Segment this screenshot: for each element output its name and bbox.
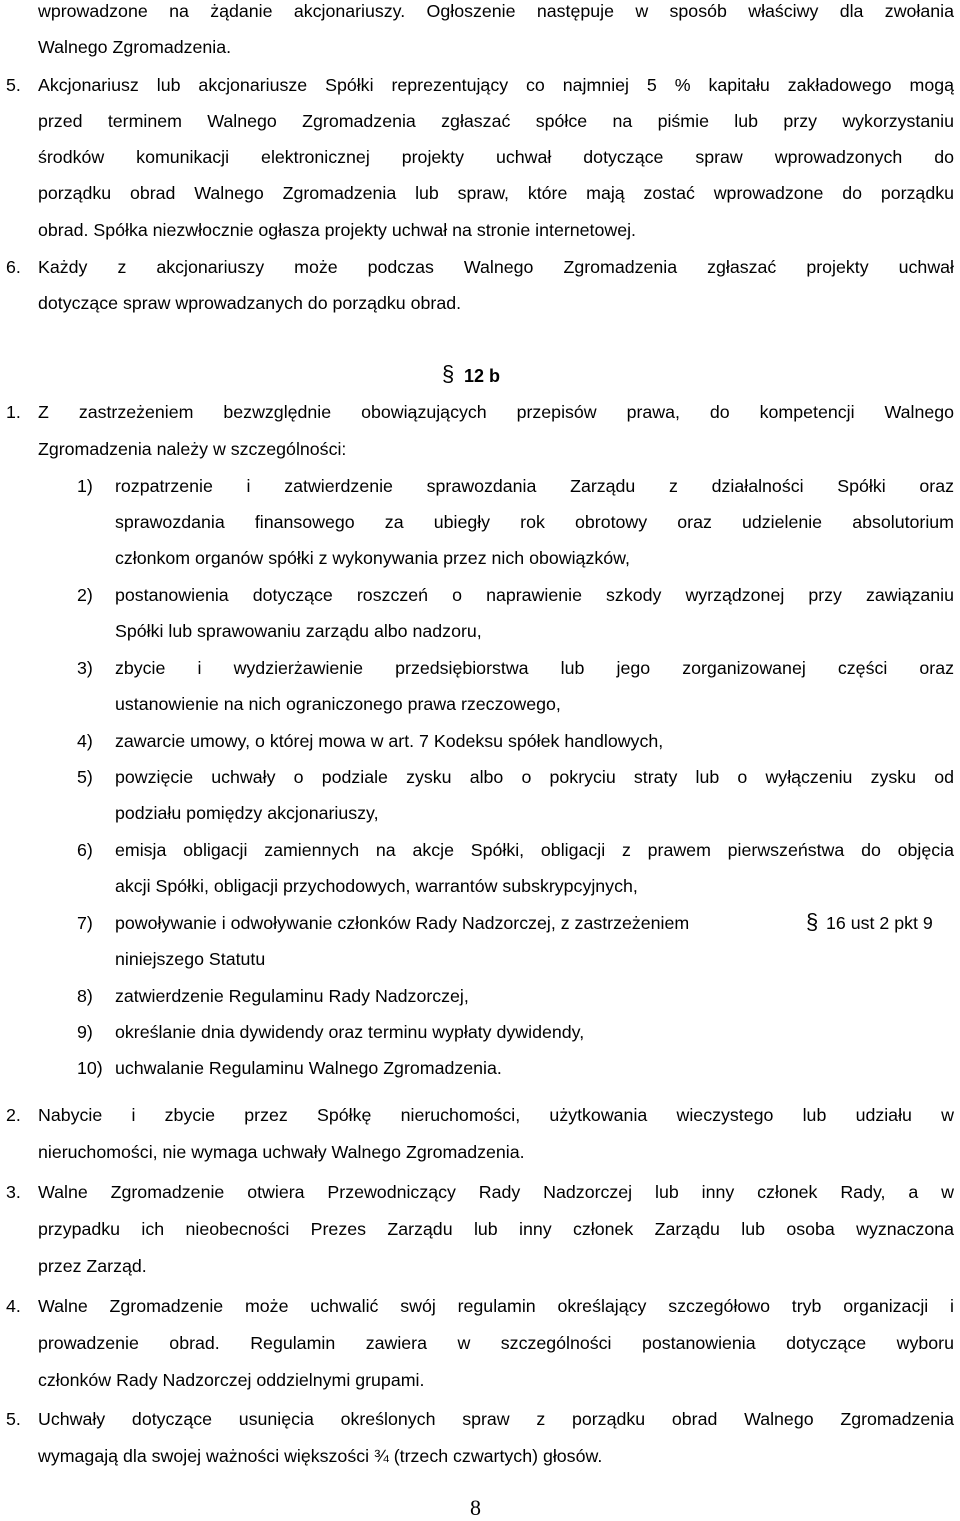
- paragraph-number: 1.: [6, 402, 21, 422]
- list-item-line: zatwierdzenie Regulaminu Rady Nadzorczej,: [115, 986, 469, 1006]
- text-line: Zgromadzenia należy w szczególności:: [38, 439, 347, 459]
- list-item-line: sprawozdania finansowego za ubiegły rok obrotowy oraz udzielenie absolutorium: [115, 512, 954, 532]
- text-line: przypadku ich nieobecności Prezes Zarządu lub inny członek Zarządu lub osoba wyznaczona: [38, 1219, 954, 1239]
- list-item-number: 8): [77, 986, 93, 1006]
- list-item-line: niniejszego Statutu: [115, 949, 266, 969]
- text-line: Walne Zgromadzenie może uchwalić swój regulamin określający szczegółowo tryb organizacji i: [38, 1296, 954, 1316]
- text-line: Nabycie i zbycie przez Spółkę nieruchomości, użytkowania wieczystego lub udziału w: [38, 1105, 954, 1125]
- list-item-line: członkom organów spółki z wykonywania przez nich obowiązków,: [115, 548, 630, 568]
- list-item-number: 2): [77, 585, 93, 605]
- text-line: Akcjonariusz lub akcjonariusze Spółki reprezentujący co najmniej 5 % kapitału zakładowego mogą: [38, 75, 954, 95]
- list-item-number: 9): [77, 1022, 93, 1042]
- text-line: Każdy z akcjonariuszy może podczas Walnego Zgromadzenia zgłaszać projekty uchwał: [38, 257, 954, 277]
- text-line: środków komunikacji elektronicznej projekty uchwał dotyczące spraw wprowadzonych do: [38, 147, 954, 167]
- list-item-line: uchwalanie Regulaminu Walnego Zgromadzenia.: [115, 1058, 502, 1078]
- text-line: prowadzenie obrad. Regulamin zawiera w szczególności postanowienia dotyczące wyboru: [38, 1333, 954, 1353]
- list-item-line: postanowienia dotyczące roszczeń o naprawienie szkody wyrządzonej przy zawiązaniu: [115, 585, 954, 605]
- list-item-line: określanie dnia dywidendy oraz terminu wypłaty dywidendy,: [115, 1022, 585, 1042]
- list-item-number: 7): [77, 913, 93, 933]
- list-item-line: powzięcie uchwały o podziale zysku albo o pokryciu straty lub o wyłączeniu zysku od: [115, 767, 954, 787]
- list-item-number: 6): [77, 840, 93, 860]
- paragraph-number: 5.: [6, 75, 21, 95]
- list-item-number: 3): [77, 658, 93, 678]
- list-item-line: zbycie i wydzierżawienie przedsiębiorstwa lub jego zorganizowanej części oraz: [115, 658, 954, 678]
- list-item-line: rozpatrzenie i zatwierdzenie sprawozdania Zarządu z działalności Spółki oraz: [115, 476, 954, 496]
- paragraph-number: 3.: [6, 1182, 21, 1202]
- paragraph-number: 4.: [6, 1296, 21, 1316]
- text-line: dotyczące spraw wprowadzanych do porządku obrad.: [38, 293, 462, 313]
- text-line: nieruchomości, nie wymaga uchwały Walnego Zgromadzenia.: [38, 1142, 525, 1162]
- text-line: wymagają dla swojej ważności większości ¾ (trzech czwartych) głosów.: [38, 1446, 603, 1466]
- text-line: przed terminem Walnego Zgromadzenia zgłaszać spółce na piśmie lub przy wykorzystaniu: [38, 111, 954, 131]
- section-sign-icon: §: [806, 909, 819, 934]
- text-line: przez Zarząd.: [38, 1256, 147, 1276]
- section-sign-icon: §: [442, 361, 455, 386]
- text-line: Walne Zgromadzenie otwiera Przewodniczący Rady Nadzorczej lub inny członek Rady, a w: [38, 1182, 954, 1202]
- paragraph-number: 6.: [6, 257, 21, 277]
- text-line: Walnego Zgromadzenia.: [38, 37, 232, 57]
- text-line: wprowadzone na żądanie akcjonariuszy. Ogłoszenie następuje w sposób właściwy dla zwołania: [38, 1, 954, 21]
- text-line: porządku obrad Walnego Zgromadzenia lub spraw, które mają zostać wprowadzone do porządku: [38, 183, 954, 203]
- list-item-line: powoływanie i odwoływanie członków Rady Nadzorczej, z zastrzeżeniem: [115, 913, 690, 933]
- text-line: Uchwały dotyczące usunięcia określonych spraw z porządku obrad Walnego Zgromadzenia: [38, 1409, 954, 1429]
- text-line: Z zastrzeżeniem bezwzględnie obowiązujących przepisów prawa, do kompetencji Walnego: [38, 402, 954, 422]
- list-item-number: 1): [77, 476, 93, 496]
- list-item-number: 5): [77, 767, 93, 787]
- section-heading-label: 12 b: [464, 366, 501, 386]
- text-line: członków Rady Nadzorczej oddzielnymi grupami.: [38, 1370, 425, 1390]
- list-item-number: 4): [77, 731, 93, 751]
- list-item-line: emisja obligacji zamiennych na akcje Spółki, obligacji z prawem pierwszeństwa do objęcia: [115, 840, 954, 860]
- list-item-line: podziału pomiędzy akcjonariuszy,: [115, 803, 379, 823]
- page-number: 8: [470, 1495, 481, 1520]
- list-item-line: 16 ust 2 pkt 9: [826, 913, 933, 933]
- paragraph-number: 2.: [6, 1105, 21, 1125]
- list-item-number: 10): [77, 1058, 103, 1078]
- section-heading: [442, 361, 501, 388]
- list-item-line: Spółki lub sprawowaniu zarządu albo nadzoru,: [115, 621, 482, 641]
- list-item-line: akcji Spółki, obligacji przychodowych, warrantów subskrypcyjnych,: [115, 876, 638, 896]
- text-line: obrad. Spółka niezwłocznie ogłasza projekty uchwał na stronie internetowej.: [38, 220, 636, 240]
- list-item-line: ustanowienie na nich ograniczonego prawa rzeczowego,: [115, 694, 561, 714]
- list-item-line: zawarcie umowy, o której mowa w art. 7 Kodeksu spółek handlowych,: [115, 731, 664, 751]
- paragraph-number: 5.: [6, 1409, 21, 1429]
